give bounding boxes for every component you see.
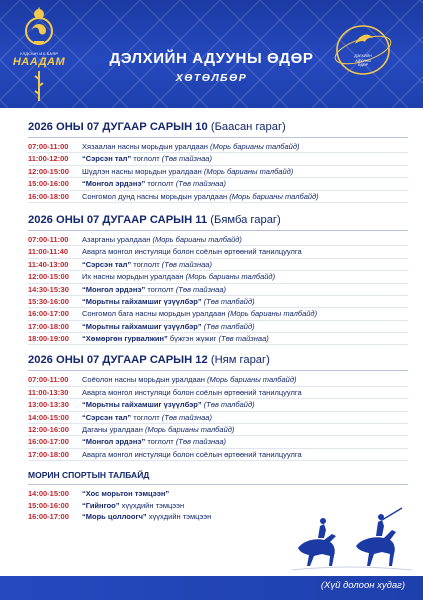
event-text: Сонгомол дунд насны морьдын уралдаан (Морь барианы талбайд) xyxy=(82,191,319,201)
time-range: 11:00-11:40 xyxy=(28,247,69,257)
schedule-row xyxy=(28,321,408,333)
divider xyxy=(28,484,408,485)
day-heading: 2026 ОНЫ 07 ДУГААР САРЫН 12 (Ням гараг) xyxy=(28,354,270,367)
schedule-row xyxy=(28,412,408,424)
time-range: 11:00-12:00 xyxy=(28,154,69,164)
time-range: 15:00-16:00 xyxy=(28,179,69,189)
time-range: 13:00-13:30 xyxy=(28,400,69,410)
logo-right-text: ДЭЛХИЙН АДУУНЫ ӨДӨР xyxy=(354,54,372,67)
event-text: “Морь цоллоогч” хүүхдийн тэмцээн xyxy=(82,511,212,521)
time-range: 07:00-11:00 xyxy=(28,375,69,385)
time-range: 15:00-16:00 xyxy=(28,500,69,510)
event-text: Шүдлэн насны морьдын уралдаан (Морь барианы талбайд) xyxy=(82,166,294,176)
event-text: Соёолон насны морьдын уралдаан (Морь барианы талбайд) xyxy=(82,375,297,385)
time-range: 12:00-16:00 xyxy=(28,425,69,435)
event-text: “Сэрсэн тал” тоглолт (Төв тайзнаа) xyxy=(82,259,212,269)
schedule-row xyxy=(28,166,408,178)
time-range: 14:00-15:00 xyxy=(28,489,69,499)
event-text: “Сэрсэн тал” тоглолт (Төв тайзнаа) xyxy=(82,154,212,164)
time-range: 18:00-19:00 xyxy=(28,334,69,344)
schedule-row xyxy=(28,296,408,308)
schedule-row xyxy=(28,141,408,153)
event-text: Аварга монгол инстуляци болон соёлын өртөөний танилцуулга xyxy=(82,449,302,459)
event-text: Даганы уралдаан (Морь барианы талбайд) xyxy=(82,425,235,435)
schedule-row xyxy=(28,259,408,271)
event-text: “Морьтны гайхамшиг үзүүлбэр” (Төв талбайд) xyxy=(82,296,255,306)
schedule-row xyxy=(28,399,408,411)
time-range: 07:00-11:00 xyxy=(28,234,69,244)
footer-bar xyxy=(0,576,423,600)
horse-ring-icon xyxy=(333,20,393,80)
schedule xyxy=(28,120,408,522)
day-section xyxy=(28,120,408,203)
event-text: “Хос морьтон тэмцээн” xyxy=(82,489,170,499)
divider xyxy=(28,370,408,371)
schedule-row xyxy=(28,178,408,190)
schedule-row xyxy=(28,191,408,203)
schedule-row xyxy=(28,449,408,461)
footer-slogan: (Хүй долоон худаг) xyxy=(320,580,405,591)
divider xyxy=(28,137,408,138)
schedule-row xyxy=(28,271,408,283)
event-text: “Морьтны гайхамшиг үзүүлбэр” (Төв талбайд) xyxy=(82,321,255,331)
day-heading: 2026 ОНЫ 07 ДУГААР САРЫН 10 (Баасан гараг) xyxy=(28,121,286,133)
time-range: 12:00-15:00 xyxy=(28,166,69,176)
schedule-row xyxy=(28,234,408,246)
horse-riders-illustration xyxy=(292,500,412,575)
event-text: Аварга монгол инстуляци болон соёлын өртөөний танилцуулга xyxy=(82,387,302,397)
event-text: “Гийнгоо” хүүхдийн тэмцээн xyxy=(82,500,185,510)
divider xyxy=(28,230,408,231)
page-subtitle: ХӨТӨЛБӨР xyxy=(175,72,248,84)
time-range: 14:30-15:30 xyxy=(28,284,69,294)
day-section xyxy=(28,353,408,461)
schedule-row xyxy=(28,387,408,399)
logo-wordmark: НААДАМ xyxy=(12,56,66,68)
schedule-row xyxy=(28,246,408,258)
event-text: Сонгомол бага насны морьдын уралдаан (Морь барианы талбайд) xyxy=(82,309,318,319)
time-range: 11:40-13:00 xyxy=(28,259,69,269)
time-range: 11:00-13:30 xyxy=(28,387,69,397)
schedule-row xyxy=(28,374,408,386)
schedule-row xyxy=(28,308,408,320)
schedule-row xyxy=(28,153,408,165)
event-text: “Монгол эрдэнэ” тоглолт (Төв тайзнаа) xyxy=(82,437,227,447)
time-range: 17:00-18:00 xyxy=(28,449,69,459)
time-range: 14:00-15:00 xyxy=(28,412,69,422)
time-range: 16:00-18:00 xyxy=(28,191,69,201)
world-horse-day-logo xyxy=(333,20,393,80)
event-text: Хязаалан насны морьдын уралдаан (Морь барианы талбайд) xyxy=(82,142,300,151)
schedule-row xyxy=(28,424,408,436)
logo-subtitle: УЛДСЫН ИХ БАЯР xyxy=(19,51,59,56)
schedule-row xyxy=(28,284,408,296)
event-text: Аварга монгол инстуляци болон соёлын өртөөний танилцуулга xyxy=(82,247,302,257)
event-text: Их насны морьдын уралдаан (Морь барианы талбайд) xyxy=(82,272,276,282)
event-text: “Морьтны гайхамшиг үзүүлбэр” (Төв талбайд) xyxy=(82,400,255,410)
sport-field-label: МОРИН СПОРТЫН ТАЛБАЙД xyxy=(28,470,150,481)
soyombo-emblem-icon xyxy=(8,5,70,51)
event-text: Азарганы уралдаан (Морь барианы талбайд) xyxy=(82,234,242,244)
header-banner xyxy=(0,0,423,108)
day-heading: 2026 ОНЫ 07 ДУГААР САРЫН 11 (Бямба гараг) xyxy=(28,213,281,226)
schedule-row xyxy=(28,488,408,499)
time-range: 12:00-15:00 xyxy=(28,272,69,282)
day-section xyxy=(28,213,408,346)
time-range: 07:00-11:00 xyxy=(28,142,69,151)
event-text: “Хөмөргөн гурвалжин” бүжгэн жүжиг (Төв тайзнаа) xyxy=(82,334,269,344)
time-range: 16:00-17:00 xyxy=(28,437,69,447)
event-text: “Монгол эрдэнэ” тоглолт (Төв тайзнаа) xyxy=(82,284,227,294)
schedule-row xyxy=(28,436,408,448)
page-title: ДЭЛХИЙН АДУУНЫ ӨДӨР xyxy=(109,50,314,67)
time-range: 16:00-17:00 xyxy=(28,309,69,319)
schedule-row xyxy=(28,333,408,345)
event-text: “Монгол эрдэнэ” тоглолт (Төв тайзнаа) xyxy=(82,179,227,189)
time-range: 16:00-17:00 xyxy=(28,511,69,521)
time-range: 17:00-18:00 xyxy=(28,321,69,331)
time-range: 15:30-16:00 xyxy=(28,296,69,306)
event-text: “Сэрсэн тал” тоглолт (Төв тайзнаа) xyxy=(82,412,212,422)
